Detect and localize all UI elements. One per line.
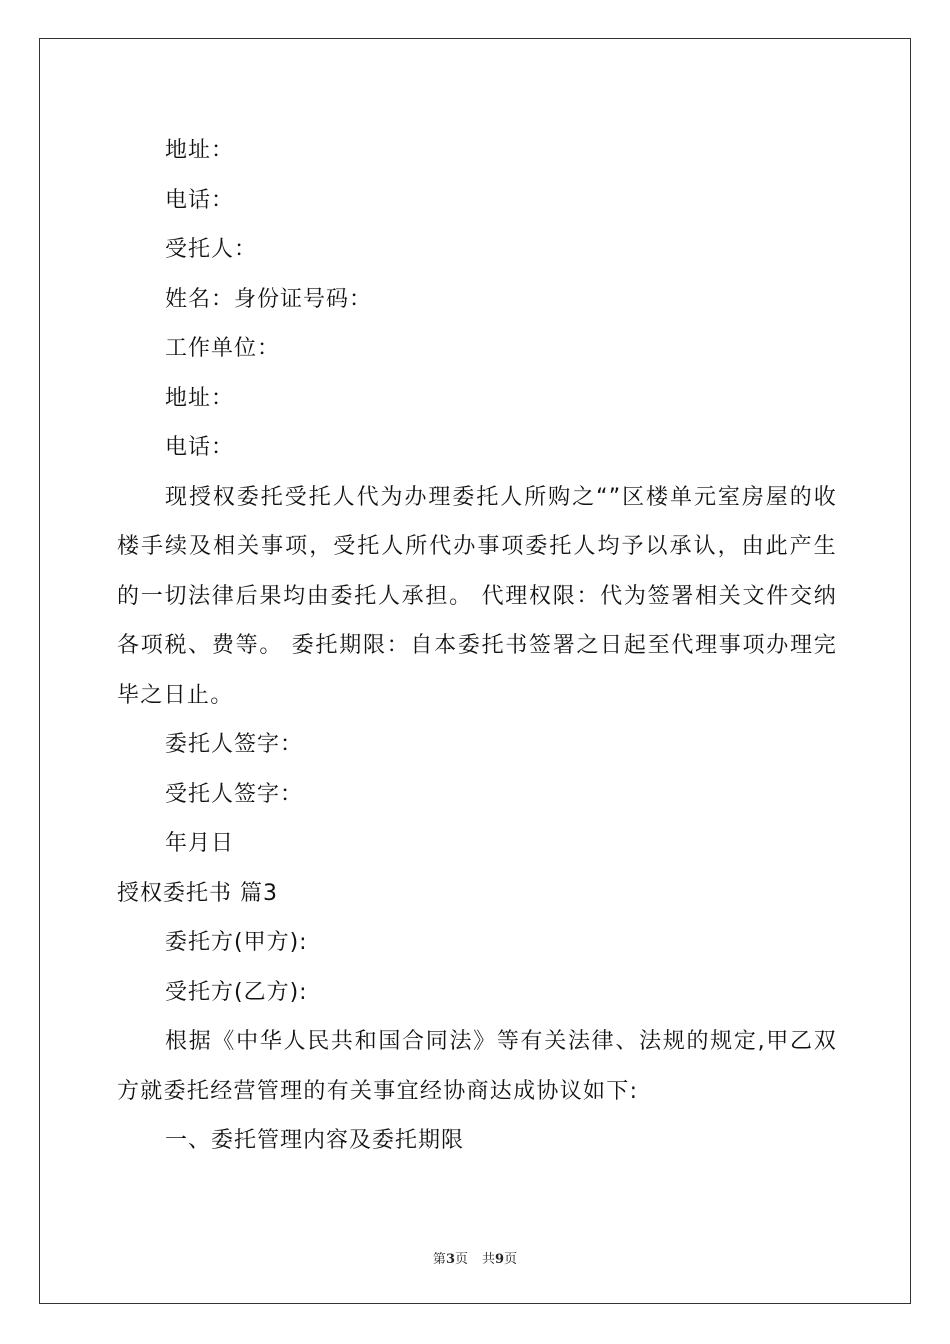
footer-total-prefix: 共 [482,1252,496,1267]
page-footer [0,1248,950,1267]
clause-heading: 一、委托管理内容及委托期限 [165,1128,465,1153]
trustee-label: 受托人： [165,237,258,262]
party-a-line: 委托方(甲方): [165,930,308,955]
trustee-address-line: 地址： [165,385,235,411]
document-body [117,126,837,1166]
trustee-signature-line: 受托人签字： [165,781,304,807]
work-unit-line: 工作单位： [165,336,281,361]
footer-page-suffix: 页 [454,1252,468,1267]
trustee-phone-line: 电话： [165,435,235,460]
principal-signature-line: 委托人签字： [165,732,304,757]
footer-prefix: 第 [432,1252,446,1267]
date-line: 年月日 [165,831,235,856]
law-paragraph: 根据《中华人民共和国合同法》等有关法律、法规的规定,甲乙双方就委托经营管理的有关事宜经协商达成协议如下: [117,1029,837,1104]
footer-total-pages: 9 [495,1252,505,1267]
footer-total-suffix: 页 [504,1252,518,1267]
phone-line: 电话： [165,187,235,213]
address-line: 地址： [165,138,235,163]
party-b-line: 受托方(乙方): [165,979,308,1005]
name-id-line: 姓名：身份证号码： [165,286,373,312]
authorization-paragraph: 现授权委托受托人代为办理委托人所购之“”区楼单元室房屋的收楼手续及相关事项，受托人所代办事项委托人均予以承认，由此产生的一切法律后果均由委托人承担。 代理权限：代为签署相关文件交纳各项税、费等。 委托期限：自本委托书签署之日起至代理事项办理完毕之日止。 [117,484,837,708]
section-heading: 授权委托书 篇3 [117,880,278,906]
footer-page-number: 3 [445,1252,455,1267]
